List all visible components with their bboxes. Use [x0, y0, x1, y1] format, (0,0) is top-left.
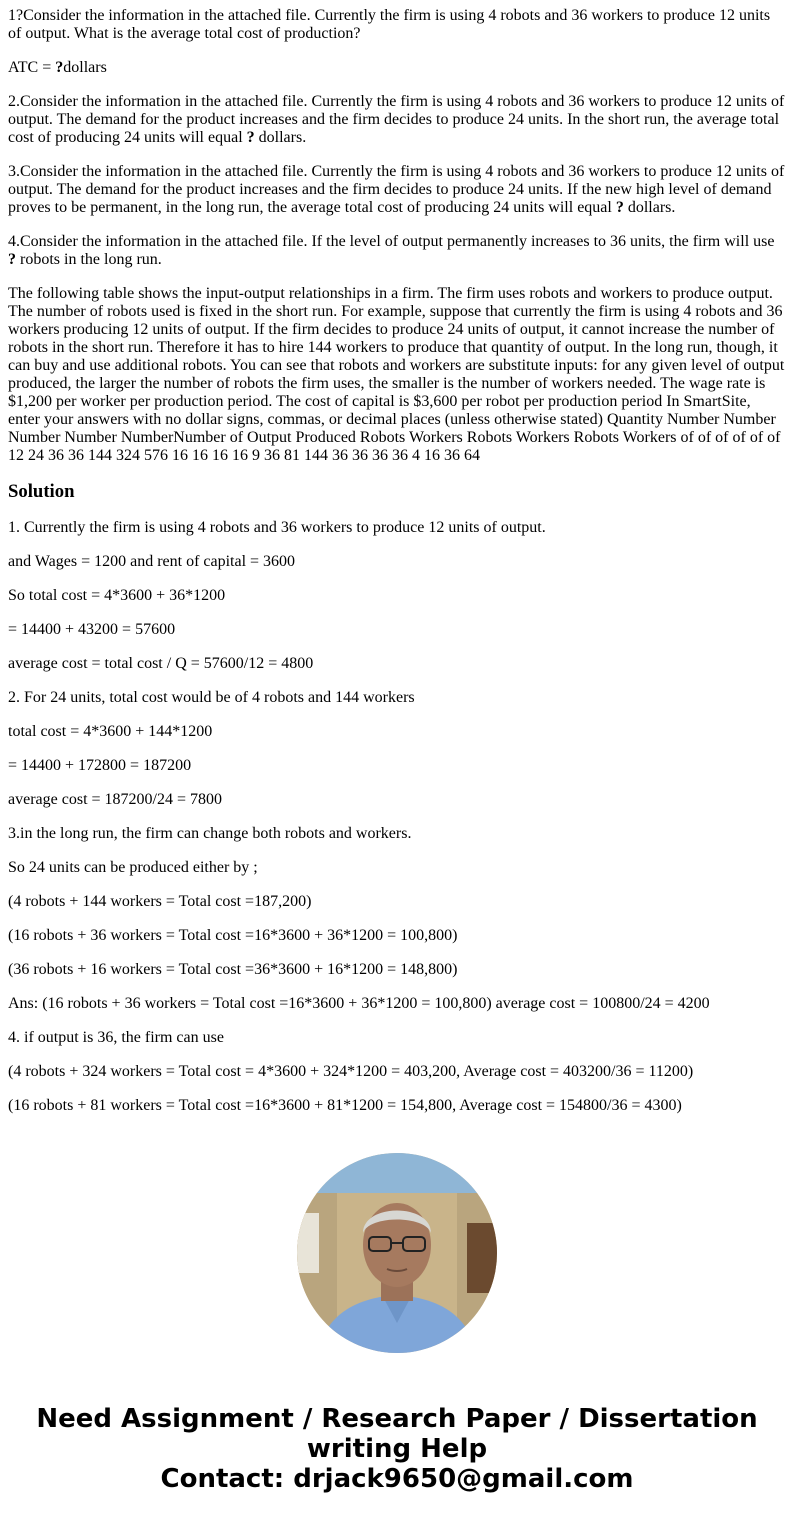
- question-2-text: 2.Consider the information in the attached file. Currently the firm is using 4 robots and 36 workers to produce 12 units of output. The demand for the product increases and the firm decides to produce 24 units. In the short run, the average total cost of producing 24 units will equal: [8, 93, 785, 146]
- question-context: The following table shows the input-output relationships in a firm. The firm uses robots and workers to produce output. The number of robots used is fixed in the short run. For example, suppose that currently the firm is using 4 robots and 36 workers producing 12 units of output. If the firm decides to produce 24 units of output, it cannot increase the number of robots in the short run. Therefore it has to hire 144 workers to produce that quantity of output. In the long run, though, it can buy and use additional robots. You can see that robots and workers are substitute inputs: for any given level of output produced, the larger the number of robots the firm uses, the smaller is the number of workers needed. The wage rate is $1,200 per worker per production period. The cost of capital is $3,600 per robot per production period In SmartSite, enter your answers with no dollar signs, commas, or decimal places (unless otherwise stated) Quantity Number Number Number Number NumberNumber of Output Produced Robots Workers Robots Workers Robots Workers of of of of of of 12 24 36 36 144 324 576 16 16 16 16 9 36 81 144 36 36 36 36 4 16 36 64: [8, 285, 785, 464]
- question-2-blank: ?: [246, 129, 255, 146]
- solution-line: 2. For 24 units, total cost would be of 4 robots and 144 workers: [8, 689, 415, 706]
- solution-line: (4 robots + 324 workers = Total cost = 4*3600 + 324*1200 = 403,200, Average cost = 403200/36 = 11200): [8, 1063, 694, 1080]
- atc-blank: ?: [55, 59, 64, 76]
- solution-line: average cost = 187200/24 = 7800: [8, 791, 222, 808]
- solution-line: 3.in the long run, the firm can change both robots and workers.: [8, 825, 412, 842]
- question-3-blank: ?: [615, 199, 624, 216]
- solution-line: So 24 units can be produced either by ;: [8, 859, 258, 876]
- person-portrait-icon: [297, 1153, 497, 1353]
- atc-line: [8, 59, 786, 77]
- solution-heading: Solution: [8, 481, 75, 502]
- question-4-text: 4.Consider the information in the attached file. If the level of output permanently increases to 36 units, the firm will use: [8, 233, 775, 250]
- solution-line: = 14400 + 43200 = 57600: [8, 621, 176, 638]
- solution-line: average cost = total cost / Q = 57600/12 = 4800: [8, 655, 314, 672]
- question-3-end: dollars.: [623, 199, 676, 216]
- solution-line: (4 robots + 144 workers = Total cost =187,200): [8, 893, 312, 910]
- solution-line: = 14400 + 172800 = 187200: [8, 757, 192, 774]
- solution-line: total cost = 4*3600 + 144*1200: [8, 723, 213, 740]
- question-1: [8, 7, 786, 43]
- footer-line-2: writing Help: [306, 1434, 488, 1464]
- solution-line: So total cost = 4*3600 + 36*1200: [8, 587, 226, 604]
- avatar-photo: [297, 1153, 497, 1353]
- solution-line: (16 robots + 36 workers = Total cost =16*3600 + 36*1200 = 100,800): [8, 927, 458, 944]
- question-1-text: 1?Consider the information in the attached file. Currently the firm is using 4 robots and 36 workers to produce 12 units of output. What is the average total cost of production?: [8, 7, 771, 42]
- solution-line: and Wages = 1200 and rent of capital = 3600: [8, 553, 296, 570]
- solution-line: 4. if output is 36, the firm can use: [8, 1029, 224, 1046]
- question-2: [8, 93, 786, 147]
- footer-banner: [0, 1404, 794, 1494]
- question-4-end: robots in the long run.: [16, 251, 162, 268]
- footer-line-1: Need Assignment / Research Paper / Dissertation: [36, 1404, 758, 1434]
- solution-line: (16 robots + 81 workers = Total cost =16*3600 + 81*1200 = 154,800, Average cost = 154800/36 = 4300): [8, 1097, 682, 1114]
- solution-line: (36 robots + 16 workers = Total cost =36*3600 + 16*1200 = 148,800): [8, 961, 458, 978]
- footer-contact: Contact: drjack9650@gmail.com: [160, 1464, 634, 1494]
- atc-label: ATC =: [8, 59, 56, 76]
- solution-line: 1. Currently the firm is using 4 robots and 36 workers to produce 12 units of output.: [8, 519, 546, 536]
- question-3: [8, 163, 786, 217]
- author-avatar: [297, 1153, 497, 1353]
- question-4-blank: ?: [8, 251, 16, 268]
- atc-unit: dollars: [63, 59, 107, 76]
- question-4: [8, 233, 786, 269]
- document-body: [8, 7, 786, 1131]
- question-3-text: 3.Consider the information in the attached file. Currently the firm is using 4 robots and 36 workers to produce 12 units of output. The demand for the product increases and the firm decides to produce 24 units. If the new high level of demand proves to be permanent, in the long run, the average total cost of producing 24 units will equal: [8, 163, 785, 216]
- question-2-end: dollars.: [254, 129, 307, 146]
- solution-line: Ans: (16 robots + 36 workers = Total cost =16*3600 + 36*1200 = 100,800) average cost = 100800/24 = 4200: [8, 995, 710, 1012]
